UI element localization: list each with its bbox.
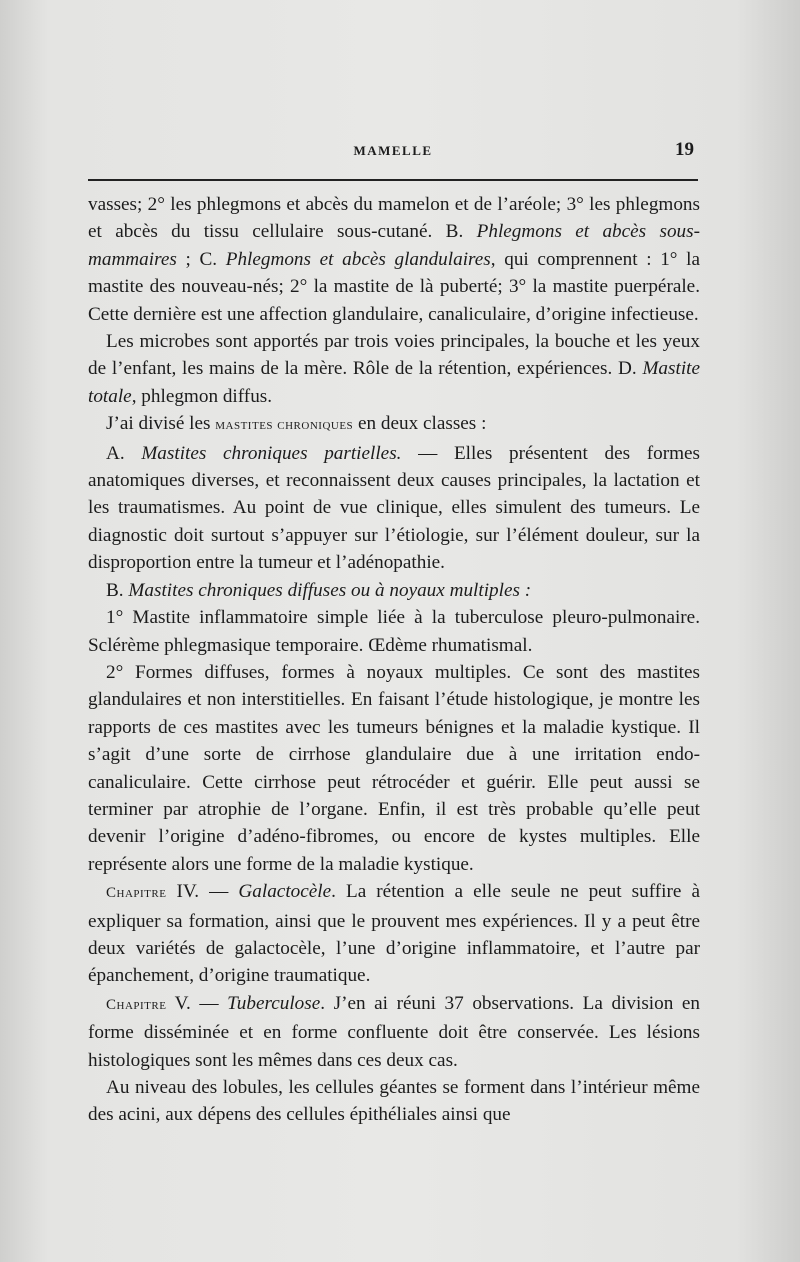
small-caps-text: mastites chroniques — [215, 417, 354, 434]
paragraph-2 — [88, 328, 700, 410]
paragraph-3 — [88, 410, 700, 439]
chapter-label: Chapitre — [106, 885, 167, 902]
text: IV. — — [166, 881, 239, 903]
paragraph-7: 2° Formes diffuses, formes à noyaux multiples. Ce sont des mastites glandulaires et non interstitielles. En faisant l’étude histologique, je montre les rapports de ces mastites avec les tumeurs bénignes et la maladie kystique. Il s’agit d’une sorte de cirrhose glandulaire due à une irritation endo-canaliculaire. Cette cirrhose peut rétrocéder et guérir. Elle peut aussi se terminer par atrophie de l’organe. Enfin, il est très probable qu’elle peut devenir l’origine d’adéno-fibromes, ou encore de kystes multiples. Elle représente alors une forme de la maladie kystique. — [88, 661, 700, 875]
paragraph-9 — [88, 990, 700, 1074]
text: — Elles présentent des formes anatomiques diverses, et reconnaissent deux causes principales, la lactation et les traumatismes. Au point de vue clinique, elles simulent des tumeurs. Le diagnostic doit surtout s’appuyer sur l’étiologie, sur l’élément douleur, sur la disproportion entre la tumeur et l’adénopathie. — [88, 442, 700, 574]
text: ; C. — [176, 248, 226, 270]
chapter-label: Chapitre — [106, 996, 167, 1013]
paragraph-5 — [88, 577, 700, 604]
page-number: 19 — [675, 139, 694, 160]
text: . J’en ai réuni 37 observations. La division en forme disséminée et en forme confluente doit être conservée. Les lésions histologiques sont les mêmes dans ces deux cas. — [88, 992, 700, 1071]
text: V. — — [166, 992, 228, 1014]
running-title: MAMELLE — [353, 143, 433, 158]
paragraph-4 — [88, 440, 700, 577]
text: J’ai divisé les — [106, 413, 216, 435]
italic-text: Mastite totale — [88, 358, 700, 407]
italic-text: Galactocèle — [238, 881, 332, 903]
paragraph-8 — [88, 878, 700, 990]
paragraph-10: Au niveau des lobules, les cellules géantes se forment dans l’intérieur même des acini, aux dépens des cellules épithéliales ainsi que — [88, 1077, 700, 1126]
text: , qui comprennent : 1° la mastite des nouveau-nés; 2° la mastite de là puberté; 3° la mastite puerpérale. Cette dernière est une affection glandulaire, canaliculaire, d’origine infectieuse. — [88, 248, 700, 325]
text: vasses; 2° les phlegmons et abcès du mamelon et de l’aréole; 3° les phlegmons et abcès du tissu cellulaire sous-cutané. B. — [88, 194, 700, 243]
italic-text: Phlegmons et abcès glandulaires — [225, 248, 491, 270]
text: en deux classes : — [353, 413, 487, 435]
italic-text: Mastites chroniques partielles. — [141, 442, 402, 464]
text: A. — [106, 442, 142, 464]
page-body — [88, 191, 700, 1129]
text: Les microbes sont apportés par trois voies principales, la bouche et les yeux de l’enfant, les mains de la mère. Rôle de la rétention, expériences. D. — [88, 331, 700, 380]
paragraph-1 — [88, 191, 700, 328]
text: . La rétention a elle seule ne peut suffire à expliquer sa formation, ainsi que le prouvent mes expériences. Il y a peut être deux variétés de galactocèle, l’une d’origine inflammatoire, et l’autre par épanchement, d’origine traumatique. — [88, 881, 700, 987]
italic-text: Tuberculose — [227, 992, 321, 1014]
header-rule — [88, 179, 698, 181]
paragraph-6: 1° Mastite inflammatoire simple liée à la tuberculose pleuro-pulmonaire. Sclérème phlegmasique temporaire. Œdème rhumatismal. — [88, 607, 700, 656]
page-header — [88, 139, 698, 165]
italic-text: Phlegmons et abcès sous-mammaires — [88, 221, 701, 270]
text: B. — [106, 579, 129, 601]
italic-text: Mastites chroniques diffuses ou à noyaux multiples : — [128, 579, 532, 601]
text: , phlegmon diffus. — [131, 385, 273, 407]
